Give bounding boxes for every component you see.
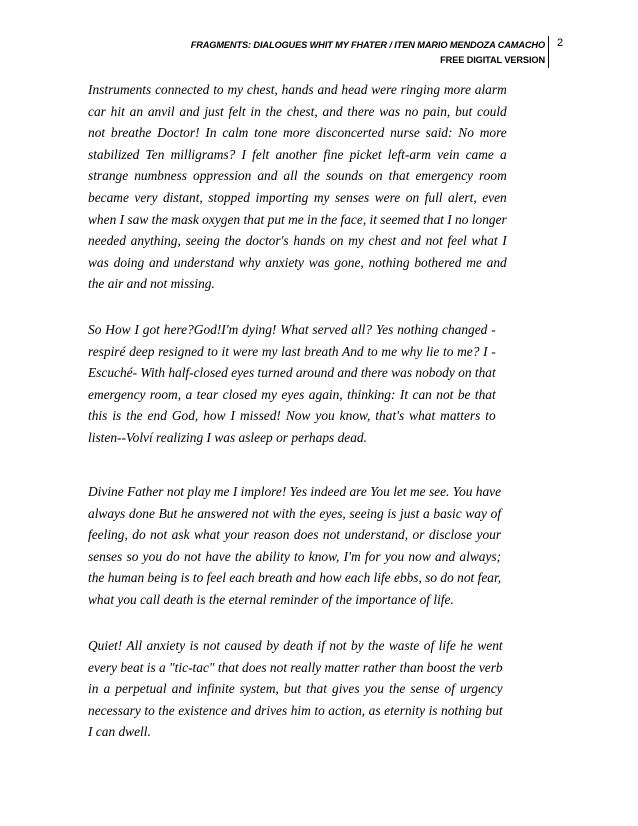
text-line: needed anything, seeing the doctor's hands on my chest and not feel what I <box>88 233 507 249</box>
text-line: feeling, do not ask what your reason does not understand, or disclose your <box>88 527 502 543</box>
text-line: Quiet! All anxiety is not caused by death if not by the waste of life he went <box>88 638 503 653</box>
text-line: I can dwell. <box>88 724 151 740</box>
text-line: So How I got here?God!I'm dying! What served all? Yes nothing changed - <box>88 322 496 337</box>
text-line: the human being is to feel each breath and how each life ebbs, so do not fear, <box>88 570 502 586</box>
paragraph-3 <box>88 481 501 611</box>
text-line: was doing and understand why anxiety was gone, nothing bothered me and <box>88 254 507 270</box>
text-line: emergency room, a tear closed my eyes again, thinking: It can not be that <box>88 386 496 402</box>
text-line: when I saw the mask oxygen that put me in the face, it seemed that I no longer <box>88 211 507 227</box>
text-line: strange numbness oppression and all the sounds on that emergency room <box>88 168 507 184</box>
text-line: Instruments connected to my chest, hands and head were ringing more alarm <box>88 82 507 97</box>
document-subtitle: FREE DIGITAL VERSION <box>440 55 545 65</box>
text-line: always done But he answered not with the eyes, seeing is just a basic way of <box>88 505 502 521</box>
text-line: the air and not missing. <box>88 276 215 292</box>
header-divider <box>548 36 549 68</box>
paragraph-2 <box>88 319 496 449</box>
text-line: listen--Volví realizing I was asleep or perhaps dead. <box>88 429 367 445</box>
text-line: became very distant, stopped importing my senses were on full alert, even <box>88 189 507 205</box>
page-number: 2 <box>557 37 564 49</box>
text-line: what you call death is the eternal reminder of the importance of life. <box>88 591 454 607</box>
paragraph-4 <box>88 635 503 743</box>
text-line: this is the end God, how I missed! Now you know, that's what matters to <box>88 408 496 424</box>
text-line: car hit an anvil and just felt in the chest, and there was no pain, but could <box>88 103 507 119</box>
text-line: respiré deep resigned to it were my last breath And to me why lie to me? I - <box>88 343 496 359</box>
text-line: Escuché- With half-closed eyes turned around and there was nobody on that <box>88 365 496 381</box>
page-header <box>0 34 638 68</box>
text-line: necessary to the existence and drives him to action, as eternity is nothing but <box>88 702 503 718</box>
text-line: senses so you do not have the ability to know, I'm for you now and always; <box>88 548 502 564</box>
document-title: FRAGMENTS: DIALOGUES WHIT MY FHATER / ITEN MARIO MENDOZA CAMACHO <box>190 40 545 50</box>
text-line: stabilized Ten milligrams? I felt another fine picket left-arm vein came a <box>88 146 507 162</box>
text-line: in a perpetual and infinite system, but that gives you the sense of urgency <box>88 681 503 697</box>
text-line: not breathe Doctor! In calm tone more disconcerted nurse said: No more <box>88 125 507 141</box>
text-line: Divine Father not play me I implore! Yes indeed are You let me see. You have <box>88 484 502 499</box>
header-text-block <box>65 38 545 68</box>
paragraph-1 <box>88 79 507 295</box>
text-line: every beat is a "tic-tac" that does not really matter rather than boost the verb <box>88 659 503 675</box>
